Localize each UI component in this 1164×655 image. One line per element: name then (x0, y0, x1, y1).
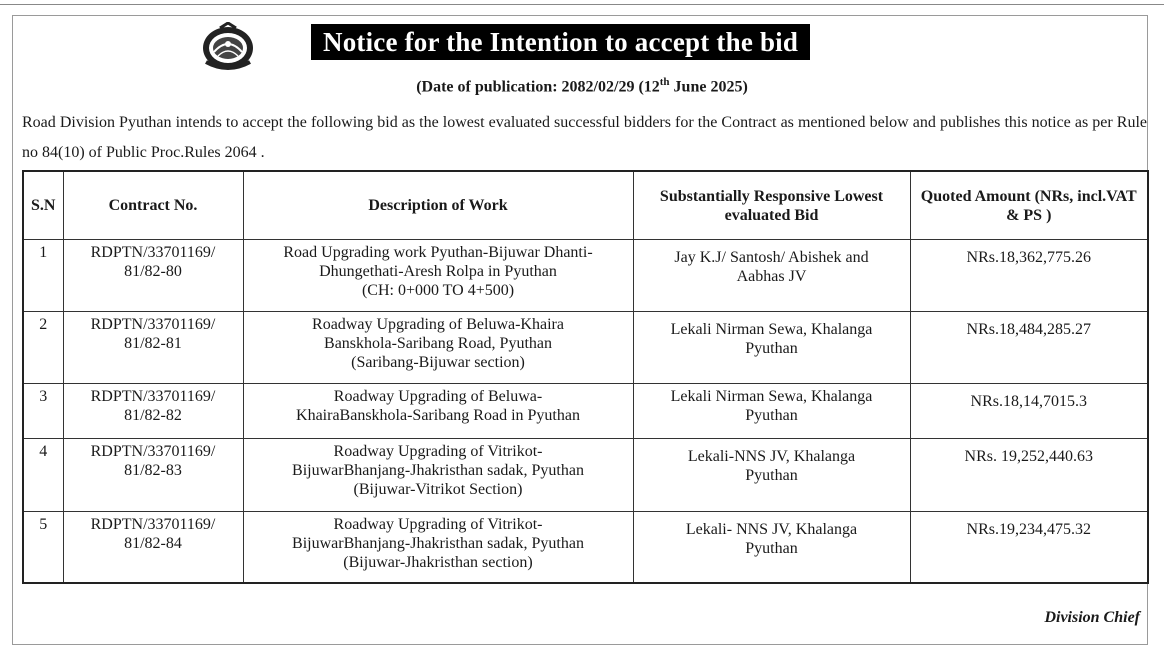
sn-cell: 4 (23, 439, 63, 512)
contract-cell: RDPTN/33701169/ 81/82-80 (63, 240, 243, 312)
contract-cell: RDPTN/33701169/ 81/82-82 (63, 384, 243, 439)
header-amount: Quoted Amount (NRs, incl.VAT & PS ) (910, 171, 1148, 240)
description-cell: Roadway Upgrading of Beluwa-Khaira Banskhola-Saribang Road, Pyuthan (Saribang-Bijuwar section) (243, 312, 633, 384)
intro-paragraph: Road Division Pyuthan intends to accept the following bid as the lowest evaluated successful bidders for the Contract as mentioned below and publishes this notice as per Rule no 84(10) of Public Proc.Rules 2064 . (22, 114, 1147, 161)
bid-table (22, 170, 1149, 584)
bidder-cell: Lekali Nirman Sewa, Khalanga Pyuthan (633, 384, 910, 439)
publication-date: (Date of publication: 2082/02/29 (12th June 2025) (416, 76, 748, 96)
top-rule (0, 4, 1164, 5)
description-cell: Roadway Upgrading of Beluwa- KhairaBanskhola-Saribang Road in Pyuthan (243, 384, 633, 439)
table-row (23, 240, 1148, 312)
header-description: Description of Work (243, 171, 633, 240)
sn-cell: 2 (23, 312, 63, 384)
contract-cell: RDPTN/33701169/ 81/82-81 (63, 312, 243, 384)
header-bidder: Substantially Responsive Lowest evaluated Bid (633, 171, 910, 240)
description-cell: Roadway Upgrading of Vitrikot- BijuwarBhanjang-Jhakristhan sadak, Pyuthan (Bijuwar-Jhakristhan section) (243, 512, 633, 584)
sn-cell: 3 (23, 384, 63, 439)
table-row (23, 384, 1148, 439)
table-row (23, 512, 1148, 584)
table-header-row (23, 171, 1148, 240)
table-row (23, 312, 1148, 384)
bidder-cell: Lekali-NNS JV, Khalanga Pyuthan (633, 439, 910, 512)
government-emblem-icon (200, 22, 256, 72)
signature-division-chief: Division Chief (1044, 609, 1140, 626)
bidder-cell: Jay K.J/ Santosh/ Abishek and Aabhas JV (633, 240, 910, 312)
table-row (23, 439, 1148, 512)
description-cell: Road Upgrading work Pyuthan-Bijuwar Dhanti- Dhungethati-Aresh Rolpa in Pyuthan (CH: 0+000 TO 4+500) (243, 240, 633, 312)
amount-cell: NRs.18,362,775.26 (910, 240, 1148, 312)
amount-cell: NRs.19,234,475.32 (910, 512, 1148, 584)
header-contract: Contract No. (63, 171, 243, 240)
amount-cell: NRs.18,484,285.27 (910, 312, 1148, 384)
amount-cell: NRs.18,14,7015.3 (910, 384, 1148, 439)
header-sn: S.N (23, 171, 63, 240)
description-cell: Roadway Upgrading of Vitrikot- BijuwarBhanjang-Jhakristhan sadak, Pyuthan (Bijuwar-Vitrikot Section) (243, 439, 633, 512)
sn-cell: 1 (23, 240, 63, 312)
contract-cell: RDPTN/33701169/ 81/82-84 (63, 512, 243, 584)
notice-title: Notice for the Intention to accept the bid (311, 24, 810, 60)
contract-cell: RDPTN/33701169/ 81/82-83 (63, 439, 243, 512)
bidder-cell: Lekali Nirman Sewa, Khalanga Pyuthan (633, 312, 910, 384)
amount-cell: NRs. 19,252,440.63 (910, 439, 1148, 512)
sn-cell: 5 (23, 512, 63, 584)
bidder-cell: Lekali- NNS JV, Khalanga Pyuthan (633, 512, 910, 584)
